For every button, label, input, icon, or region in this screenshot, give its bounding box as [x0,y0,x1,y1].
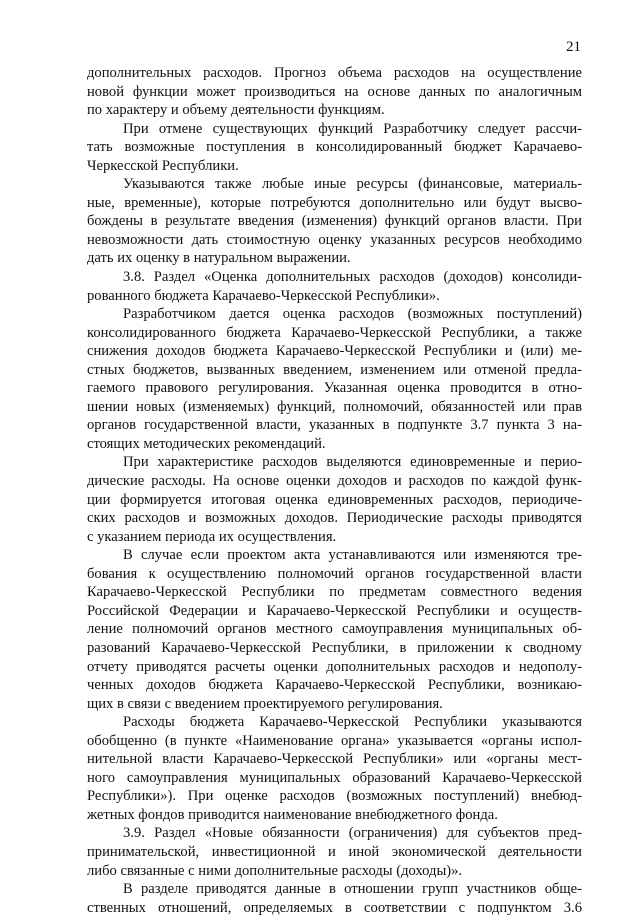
text-line: дополнительных расходов. Прогноз объема расходов на осуществление [87,65,582,81]
text-line: органов государственной власти, указанных в подпункте 3.7 пункта 3 на- [87,417,582,434]
text-line: Черкесской Республики. [87,157,239,174]
page-number: 21 [566,39,581,55]
text-line: бования к осуществлению полномочий органов государственной власти [87,565,582,582]
text-line: ственных отношений, определяемых в соответствии с подпунктом 3.6 [87,899,582,916]
text-line: дические расходы. На основе оценки доходов и расходов по каждой функ- [87,473,582,490]
text-line: При характеристике расходов выделяются единовременные и перио- [123,454,582,471]
text-line: При отмене существующих функций Разработчику следует рассчи- [123,120,582,137]
text-line: 3.9. Раздел «Новые обязанности (ограничения) для субъектов пред- [123,825,582,842]
text-line: Карачаево-Черкесской Республики по предметам совместного ведения [87,584,582,601]
text-line: гаемого правового регулирования. Указанная оценка проводится в отно- [87,380,582,397]
text-line: ских расходов и возможных доходов. Периодические расходы приводятся [87,510,582,527]
text-line: либо связанные с ними дополнительные расходы (доходы)». [87,862,463,879]
text-line: тать возможные поступления в консолидированный бюджет Карачаево- [87,139,582,156]
text-line: ного самоуправления муниципальных образований Карачаево-Черкесской [87,769,582,786]
text-line: ции формируется итоговая оценка единовременных расходов, периодиче- [87,491,582,508]
text-line: Разработчиком дается оценка расходов (возможных поступлений) [123,306,582,323]
text-line: отчету приводятся расчеты оценки дополнительных расходов и недополу- [87,658,582,675]
text-line: консолидированного бюджета Карачаево-Черкесской Республики, а также [87,324,582,341]
text-line: стоящих методических рекомендаций. [87,435,326,452]
document-body [87,64,582,917]
text-line: В разделе приводятся данные в отношении групп участников обще- [123,881,582,898]
text-line: разований Карачаево-Черкесской Республики, в приложении к сводному [87,639,582,656]
text-line: стных бюджетов, вызванных введением, изменением или отменой предла- [87,361,582,378]
text-line: бождены в результате введения (изменения) функций органов власти. При [87,213,582,230]
text-line: щих в связи с введением проектируемого регулирования. [87,695,443,712]
text-line: ление полномочий органов местного самоуправления муниципальных об- [87,621,582,638]
text-line: снижения доходов бюджета Карачаево-Черкесской Республики и (или) ме- [87,343,582,360]
text-line: жетных фондов приводится наименование внебюджетного фонда. [87,806,498,823]
text-line: Российской Федерации и Карачаево-Черкесской Республики и осуществ- [87,602,582,619]
text-line: 3.8. Раздел «Оценка дополнительных расходов (доходов) консолиди- [123,269,582,286]
text-line: В случае если проектом акта устанавливаются или изменяются тре- [123,547,582,564]
text-line: новой функции может производиться на основе данных по аналогичным [87,83,582,100]
text-line: по характеру и объему деятельности функциям. [87,102,385,119]
text-line: ные, временные), которые потребуются дополнительно или будут высво- [87,194,582,211]
text-line: принимательской, инвестиционной и иной экономической деятельности [87,843,582,860]
text-line: Республики»). При оценке расходов (возможных поступлений) внебюд- [87,788,582,805]
text-line: Расходы бюджета Карачаево-Черкесской Республики указываются [123,714,582,731]
text-line: дать их оценку в натуральном выражении. [87,250,351,267]
text-line: с указанием периода их осуществления. [87,528,337,545]
text-line: обобщенно (в пункте «Наименование органа» указывается «органы испол- [87,732,582,749]
text-line: невозможности дать стоимостную оценку указанных ресурсов необходимо [87,231,582,248]
text-line: Указываются также любые иные ресурсы (финансовые, материаль- [123,176,582,193]
text-line: шении новых (изменяемых) функций, полномочий, обязанностей или прав [87,398,582,415]
text-line: ченных доходов бюджета Карачаево-Черкесской Республики, возникаю- [87,677,582,694]
text-line: рованного бюджета Карачаево-Черкесской Республики». [87,287,440,304]
text-line: нительной власти Карачаево-Черкесской Республики» или «органы мест- [87,751,582,768]
